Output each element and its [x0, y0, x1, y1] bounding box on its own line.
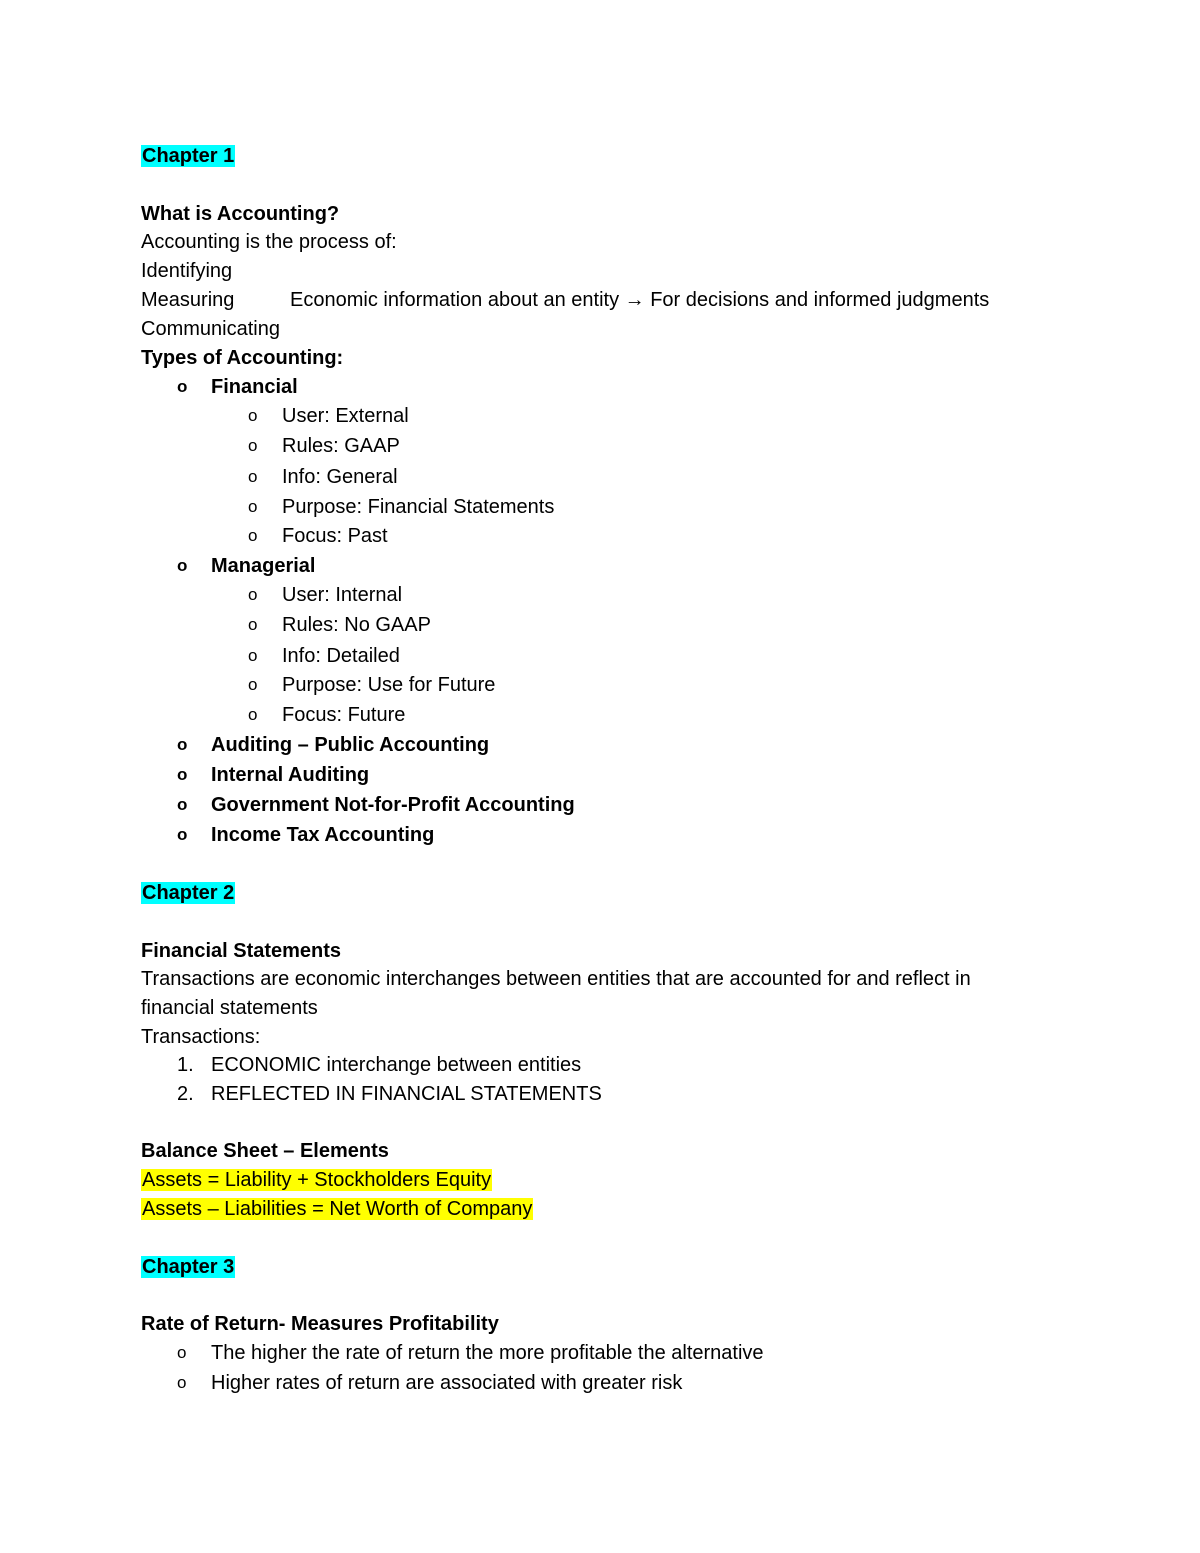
bullet-marker: o: [248, 406, 258, 425]
chapter-2-heading: [141, 880, 235, 906]
chapter-1-label: Chapter 1: [142, 145, 235, 167]
type-label: Auditing – Public Accounting: [211, 734, 490, 756]
bullet-marker: o: [248, 615, 258, 634]
right-arrow-icon: →: [624, 289, 645, 311]
bullet-marker: o: [248, 436, 258, 455]
bullet-marker: o: [177, 556, 188, 575]
bullet-marker: o: [248, 646, 258, 665]
detail-text: Info: Detailed: [282, 645, 400, 667]
bullet-marker: o: [248, 467, 258, 486]
transactions-label: Transactions:: [141, 1026, 261, 1048]
item-text: ECONOMIC interchange between entities: [211, 1054, 582, 1076]
type-label: Managerial: [211, 555, 316, 577]
equation-2: [141, 1196, 533, 1222]
equation-2-text: Assets – Liabilities = Net Worth of Company: [142, 1198, 533, 1220]
financial-statements-title: Financial Statements: [141, 940, 342, 962]
type-label: Government Not-for-Profit Accounting: [211, 794, 575, 816]
step-communicating: Communicating: [141, 318, 280, 340]
detail-text: Purpose: Use for Future: [282, 674, 496, 696]
bullet-marker: o: [248, 585, 258, 604]
bullet-marker: o: [177, 377, 188, 396]
item-number: 2.: [177, 1083, 194, 1105]
measuring-description: [290, 287, 989, 313]
bullet-marker: o: [177, 825, 188, 844]
bullet-marker: o: [248, 705, 258, 724]
type-label: Financial: [211, 376, 298, 398]
point-text: Higher rates of return are associated with greater risk: [211, 1372, 683, 1394]
what-is-accounting-title: What is Accounting?: [141, 203, 340, 225]
balance-sheet-title: Balance Sheet – Elements: [141, 1140, 389, 1162]
bullet-marker: o: [248, 497, 258, 516]
detail-text: User: Internal: [282, 584, 403, 606]
bullet-marker: o: [177, 795, 188, 814]
types-of-accounting-title: Types of Accounting:: [141, 347, 344, 369]
type-label: Internal Auditing: [211, 764, 370, 786]
type-label: Income Tax Accounting: [211, 824, 435, 846]
detail-text: User: External: [282, 405, 409, 427]
measuring-desc-text: Economic information about an entity: [290, 289, 620, 311]
step-identifying: Identifying: [141, 260, 233, 282]
chapter-1-heading: [141, 143, 235, 169]
detail-text: Info: General: [282, 466, 398, 488]
detail-text: Focus: Past: [282, 525, 388, 547]
item-text: REFLECTED IN FINANCIAL STATEMENTS: [211, 1083, 602, 1105]
point-text: The higher the rate of return the more profitable the alternative: [211, 1342, 764, 1364]
equation-1: [141, 1167, 492, 1193]
detail-text: Rules: GAAP: [282, 435, 400, 457]
fs-description-line-1: Transactions are economic interchanges between entities that are accounted for and reflect in: [141, 968, 971, 990]
accounting-intro: Accounting is the process of:: [141, 231, 397, 253]
equation-1-text: Assets = Liability + Stockholders Equity: [142, 1169, 492, 1191]
detail-text: Purpose: Financial Statements: [282, 496, 555, 518]
rate-of-return-title: Rate of Return- Measures Profitability: [141, 1313, 499, 1335]
item-number: 1.: [177, 1054, 194, 1076]
fs-description-line-2: financial statements: [141, 997, 318, 1019]
detail-text: Focus: Future: [282, 704, 406, 726]
measuring-result-text: For decisions and informed judgments: [650, 289, 990, 311]
chapter-2-label: Chapter 2: [142, 882, 235, 904]
step-measuring: Measuring: [141, 289, 235, 311]
bullet-marker: o: [248, 675, 258, 694]
bullet-marker: o: [177, 1373, 187, 1392]
bullet-marker: o: [177, 735, 188, 754]
bullet-marker: o: [248, 526, 258, 545]
chapter-3-label: Chapter 3: [142, 1256, 235, 1278]
chapter-3-heading: [141, 1254, 235, 1280]
detail-text: Rules: No GAAP: [282, 614, 431, 636]
bullet-marker: o: [177, 1343, 187, 1362]
bullet-marker: o: [177, 765, 188, 784]
